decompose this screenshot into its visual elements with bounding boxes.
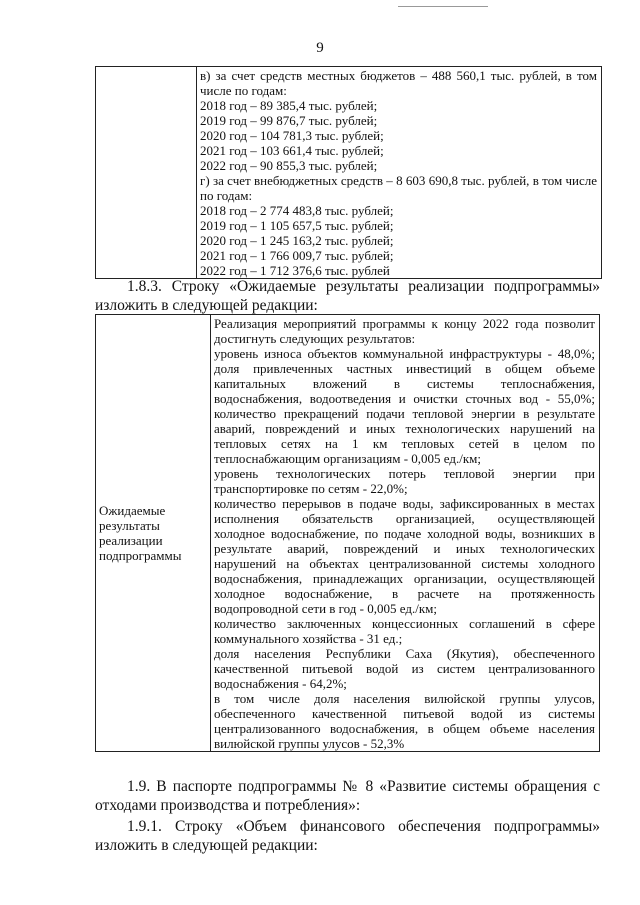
table-line: результате аварий, повреждений и иных технологических (214, 541, 595, 556)
table-line: 2020 год – 1 245 163,2 тыс. рублей; (200, 233, 394, 248)
table-line: достигнуть следующих результатов: (214, 331, 416, 346)
table-line: капитальных вложений в системы теплоснабжения, (214, 376, 595, 391)
table-line: 2020 год – 104 781,3 тыс. рублей; (200, 128, 384, 143)
table-line: Реализация мероприятий программы к концу 2022 года позволит (214, 316, 595, 331)
financing-table (95, 66, 602, 279)
table-line: 2022 год – 90 855,3 тыс. рублей; (200, 158, 378, 173)
table-line: г) за счет внебюджетных средств – 8 603 690,8 тыс. рублей, в том числе (200, 173, 597, 188)
table-line: количество заключенных концессионных соглашений в сфере (214, 616, 595, 631)
table-line: аварий, повреждений и иных технологических нарушений на (214, 421, 595, 436)
table-line: обеспеченного качественной питьевой водой из системы (214, 706, 595, 721)
table-line: количество перерывов в подаче воды, зафиксированных в местах (214, 496, 595, 511)
table-line: в) за счет средств местных бюджетов – 488 560,1 тыс. рублей, в том (200, 68, 597, 83)
paragraph-1-9 (95, 777, 600, 815)
paragraph-line: изложить в следующей редакции: (95, 297, 318, 314)
table-line: водоснабжения, водоотведения и очистки сточных вод - 55,0%; (214, 391, 595, 406)
paragraph-line: изложить в следующей редакции: (95, 837, 318, 854)
table-line: холодное водоснабжение, по подаче холодной воды, возникших в (214, 526, 595, 541)
table-line: 2018 год – 2 774 483,8 тыс. рублей; (200, 203, 394, 218)
paragraph-1-9-1 (95, 817, 600, 855)
table-line: исполнения обязательств организацией, осуществляющей (214, 511, 595, 526)
table-line: 2021 год – 1 766 009,7 тыс. рублей; (200, 248, 394, 263)
table-line: централизованного водоснабжения, в общем объеме населения (214, 721, 595, 736)
paragraph-line: 1.9.1. Строку «Объем финансового обеспечения подпрограммы» (127, 818, 600, 835)
expected-results-content-cell (211, 315, 600, 752)
paragraph-line: отходами производства и потребления»: (95, 797, 361, 814)
table-line: в том числе доля населения вилюйской группы улусов, (214, 691, 595, 706)
table-line: теплоснабжающим организациям - 0,005 ед./км; (214, 451, 482, 466)
table-line: числе по годам: (200, 83, 287, 98)
expected-results-label-cell (96, 315, 211, 752)
paragraph-line: 1.8.3. Строку «Ожидаемые результаты реализации подпрограммы» (127, 278, 600, 295)
table-line: транспортировке по сетям - 22,0%; (214, 481, 408, 496)
table-line: 2022 год – 1 712 376,6 тыс. рублей (200, 263, 390, 278)
table-line: по годам: (200, 188, 253, 203)
financing-table-label-cell (96, 67, 197, 279)
table-line: тепловых сетях на 1 км тепловых сетей в целом по (214, 436, 595, 451)
table-line: уровень износа объектов коммунальной инфраструктуры - 48,0%; (214, 346, 595, 361)
page-number: 9 (316, 40, 324, 56)
table-line: водоснабжения, принадлежащих организации, осуществляющей (214, 571, 595, 586)
financing-table-content-cell (197, 67, 602, 279)
label-line: реализации (99, 533, 163, 548)
table-line: 2019 год – 1 105 657,5 тыс. рублей; (200, 218, 394, 233)
table-line: вилюйской группы улусов - 52,3% (214, 736, 405, 751)
table-line: доля населения Республики Саха (Якутия), обеспеченного (214, 646, 595, 661)
paragraph-1-8-3 (95, 277, 600, 315)
expected-results-table (95, 314, 600, 752)
header-rule (398, 6, 488, 7)
table-line: водоснабжения - 64,2%; (214, 676, 347, 691)
table-line: 2018 год – 89 385,4 тыс. рублей; (200, 98, 378, 113)
label-line: подпрограммы (99, 548, 182, 563)
table-line: уровень технологических потерь тепловой энергии при (214, 466, 595, 481)
table-line: коммунального хозяйства - 31 ед.; (214, 631, 403, 646)
table-line: 2021 год – 103 661,4 тыс. рублей; (200, 143, 384, 158)
table-line: водопроводной сети в год - 0,005 ед./км; (214, 601, 437, 616)
table-line: количество прекращений подачи тепловой энергии в результате (214, 406, 595, 421)
table-line: 2019 год – 99 876,7 тыс. рублей; (200, 113, 378, 128)
label-line: Ожидаемые (99, 503, 166, 518)
table-line: качественной питьевой водой из систем централизованного (214, 661, 595, 676)
table-line: доля привлеченных частных инвестиций в общем объеме (214, 361, 595, 376)
label-line: результаты (99, 518, 160, 533)
table-line: нарушений на объектах централизованной системы холодного (214, 556, 595, 571)
table-line: холодное водоснабжение, в расчете на протяженность (214, 586, 595, 601)
paragraph-line: 1.9. В паспорте подпрограммы № 8 «Развитие системы обращения с (127, 778, 600, 795)
